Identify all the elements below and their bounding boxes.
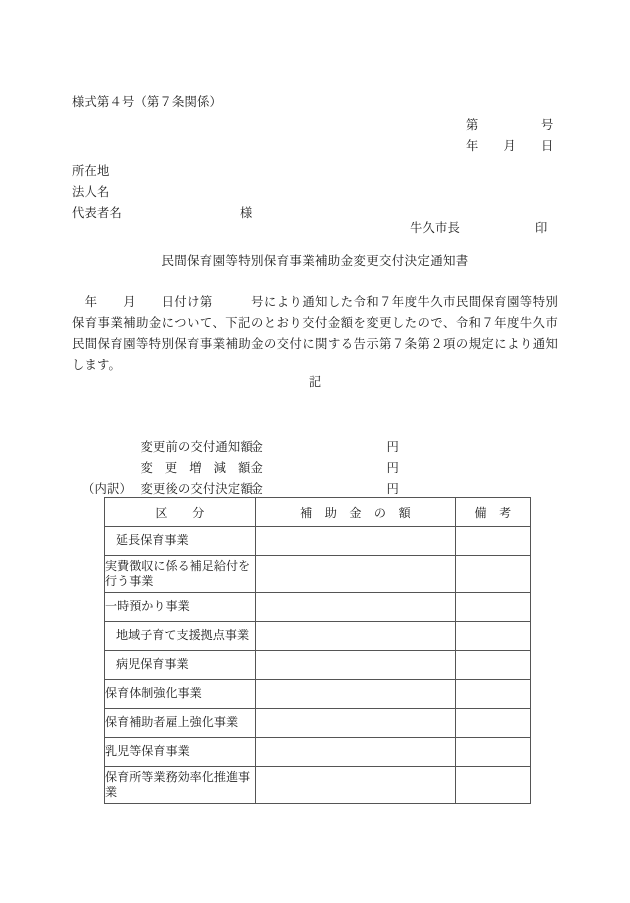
ki-marker: 記 — [308, 375, 322, 389]
cell-remarks[interactable] — [456, 767, 531, 804]
cell-remarks[interactable] — [456, 709, 531, 738]
cell-category: 延長保育事業 — [105, 527, 256, 556]
table-row — [105, 738, 531, 767]
amount-row-change — [122, 437, 399, 475]
table-row — [105, 709, 531, 738]
amount-unit-change: 円 — [386, 461, 399, 475]
amount-unit-after: 円 — [386, 482, 399, 496]
cell-amount[interactable] — [256, 709, 456, 738]
cell-amount[interactable] — [256, 738, 456, 767]
amount-label-before: 変更前の交付通知額 — [140, 440, 253, 454]
cell-category: 地域子育て支援拠点事業 — [105, 622, 256, 651]
cell-amount[interactable] — [256, 556, 456, 593]
breakdown-section-label: （内訳） — [82, 482, 132, 496]
cell-category: 保育所等業務効率化推進事業 — [105, 767, 256, 804]
cell-remarks[interactable] — [456, 680, 531, 709]
cell-category: 病児保育事業 — [105, 651, 256, 680]
cell-remarks[interactable] — [456, 527, 531, 556]
recipient-corporation-label: 法人名 — [72, 185, 110, 199]
table-row — [105, 767, 531, 804]
cell-category: 保育補助者雇上強化事業 — [105, 709, 256, 738]
column-header-category: 区 分 — [105, 498, 256, 527]
amount-lines — [122, 416, 399, 496]
recipient-address-label: 所在地 — [72, 164, 110, 178]
amount-money-prefix-change: 金 — [250, 461, 263, 475]
table-row — [105, 651, 531, 680]
table-header-row — [105, 498, 531, 527]
amount-label-after: 変更後の交付決定額 — [140, 482, 253, 496]
amount-row-after — [122, 458, 399, 496]
document-title: 民間保育園等特別保育事業補助金変更交付決定通知書 — [161, 254, 469, 268]
issuer-seal-mark: 印 — [535, 221, 548, 235]
cell-amount[interactable] — [256, 680, 456, 709]
recipient-honorific: 様 — [240, 206, 253, 220]
cell-amount[interactable] — [256, 593, 456, 622]
breakdown-table-wrapper — [104, 497, 530, 804]
form-number: 様式第４号（第７条関係） — [72, 95, 222, 109]
table-row — [105, 527, 531, 556]
document-body-paragraph: 年 月 日付け第 号により通知した令和７年度牛久市民間保育園等特別保育事業補助金について、下記のとおり交付金額を変更したので、令和７年度牛久市民間保育園等特別保育事業補助金の交付に関する告示第７条第２項の規定により通知します。 — [72, 295, 558, 372]
cell-category: 乳児等保育事業 — [105, 738, 256, 767]
recipient-representative-label: 代表者名 — [72, 206, 122, 220]
cell-remarks[interactable] — [456, 738, 531, 767]
column-header-amount: 補 助 金 の 額 — [256, 498, 456, 527]
cell-category: 一時預かり事業 — [105, 593, 256, 622]
issuer-title: 牛久市長 — [410, 221, 460, 235]
cell-category: 保育体制強化事業 — [105, 680, 256, 709]
cell-amount[interactable] — [256, 767, 456, 804]
table-row — [105, 593, 531, 622]
table-row — [105, 556, 531, 593]
table-row — [105, 680, 531, 709]
cell-category: 実費徴収に係る補足給付を行う事業 — [105, 556, 256, 593]
amount-money-prefix-after: 金 — [250, 482, 263, 496]
cell-amount[interactable] — [256, 527, 456, 556]
amount-row-before — [122, 416, 399, 454]
cell-remarks[interactable] — [456, 556, 531, 593]
cell-remarks[interactable] — [456, 651, 531, 680]
cell-amount[interactable] — [256, 622, 456, 651]
amount-unit-before: 円 — [386, 440, 399, 454]
table-row — [105, 622, 531, 651]
cell-remarks[interactable] — [456, 593, 531, 622]
cell-amount[interactable] — [256, 651, 456, 680]
amount-label-change: 変更増減額 — [140, 461, 251, 475]
cell-remarks[interactable] — [456, 622, 531, 651]
column-header-remarks: 備 考 — [456, 498, 531, 527]
document-number-field: 第 号 — [466, 118, 554, 132]
document-date-field: 年 月 日 — [466, 139, 554, 153]
breakdown-table — [104, 497, 531, 804]
amount-money-prefix-before: 金 — [250, 440, 263, 454]
